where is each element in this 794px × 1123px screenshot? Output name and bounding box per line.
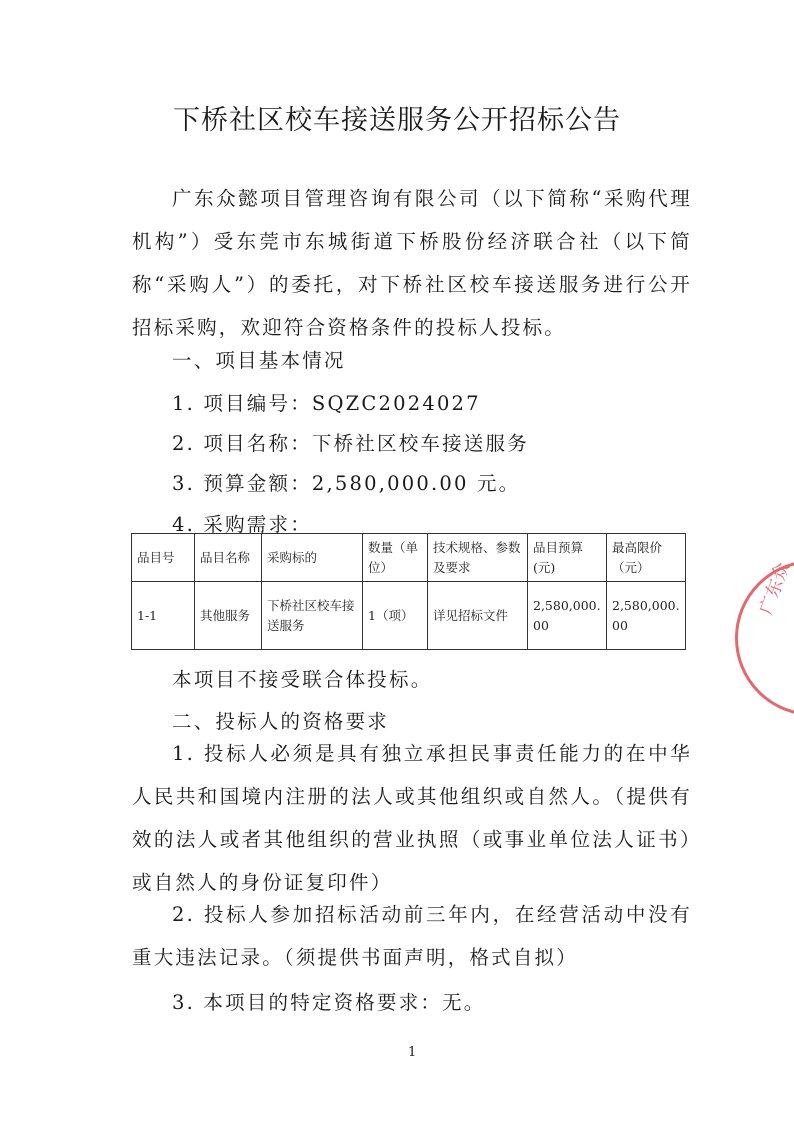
budget-amount: 3. 预算金额：2,580,000.00 元。 [172,472,521,495]
seal-text: 广东众 [755,559,794,618]
header-specs: 技术规格、参数及要求 [428,534,528,582]
requirement-1: 1. 投标人必须是具有独立承担民事责任能力的在中华人民共和国境内注册的法人或其他组织或自然人。（提供有效的法人或者其他组织的营业执照（或事业单位法人证书）或自然人的身份证复印件） [132,742,692,894]
page-number: 1 [408,1045,417,1060]
table-row [132,582,686,650]
document-title: 下桥社区校车接送服务公开招标公告 [173,105,621,136]
requirement-2: 2. 投标人参加招标活动前三年内，在经营活动中没有重大违法记录。（须提供书面声明，格式自拟） [132,903,692,969]
cell-item-name: 其他服务 [195,582,262,650]
intro-paragraph: 广东众懿项目管理咨询有限公司（以下简称“采购代理机构”）受东莞市东城街道下桥股份经济联合社（以下简称“采购人”）的委托，对下桥社区校车接送服务进行公开招标采购，欢迎符合资格条件的投标人投标。 [132,187,692,339]
no-consortium-note: 本项目不接受联合体投标。 [172,668,433,691]
requirements-table [131,533,686,650]
header-quantity: 数量（单位） [363,534,428,582]
header-subject: 采购标的 [262,534,363,582]
requirement-3: 3. 本项目的特定资格要求：无。 [172,991,486,1014]
cell-budget: 2,580,000.00 [528,582,607,650]
cell-max-price: 2,580,000.00 [607,582,686,650]
cell-subject: 下桥社区校车接送服务 [262,582,363,650]
company-seal [735,560,794,716]
header-item-no: 品目号 [132,534,195,582]
cell-item-no: 1-1 [132,582,195,650]
section-2-title: 二、投标人的资格要求 [172,710,390,733]
header-budget: 品目预算(元) [528,534,607,582]
project-name: 2. 项目名称：下桥社区校车接送服务 [172,432,529,455]
cell-quantity: 1（项） [363,582,428,650]
procurement-requirements-label: 4. 采购需求： [172,513,312,536]
project-number: 1. 项目编号：SQZC2024027 [172,392,481,415]
section-1-title: 一、项目基本情况 [172,349,346,372]
cell-specs: 详见招标文件 [428,582,528,650]
header-max-price: 最高限价（元） [607,534,686,582]
table-header-row [132,534,686,582]
header-item-name: 品目名称 [195,534,262,582]
